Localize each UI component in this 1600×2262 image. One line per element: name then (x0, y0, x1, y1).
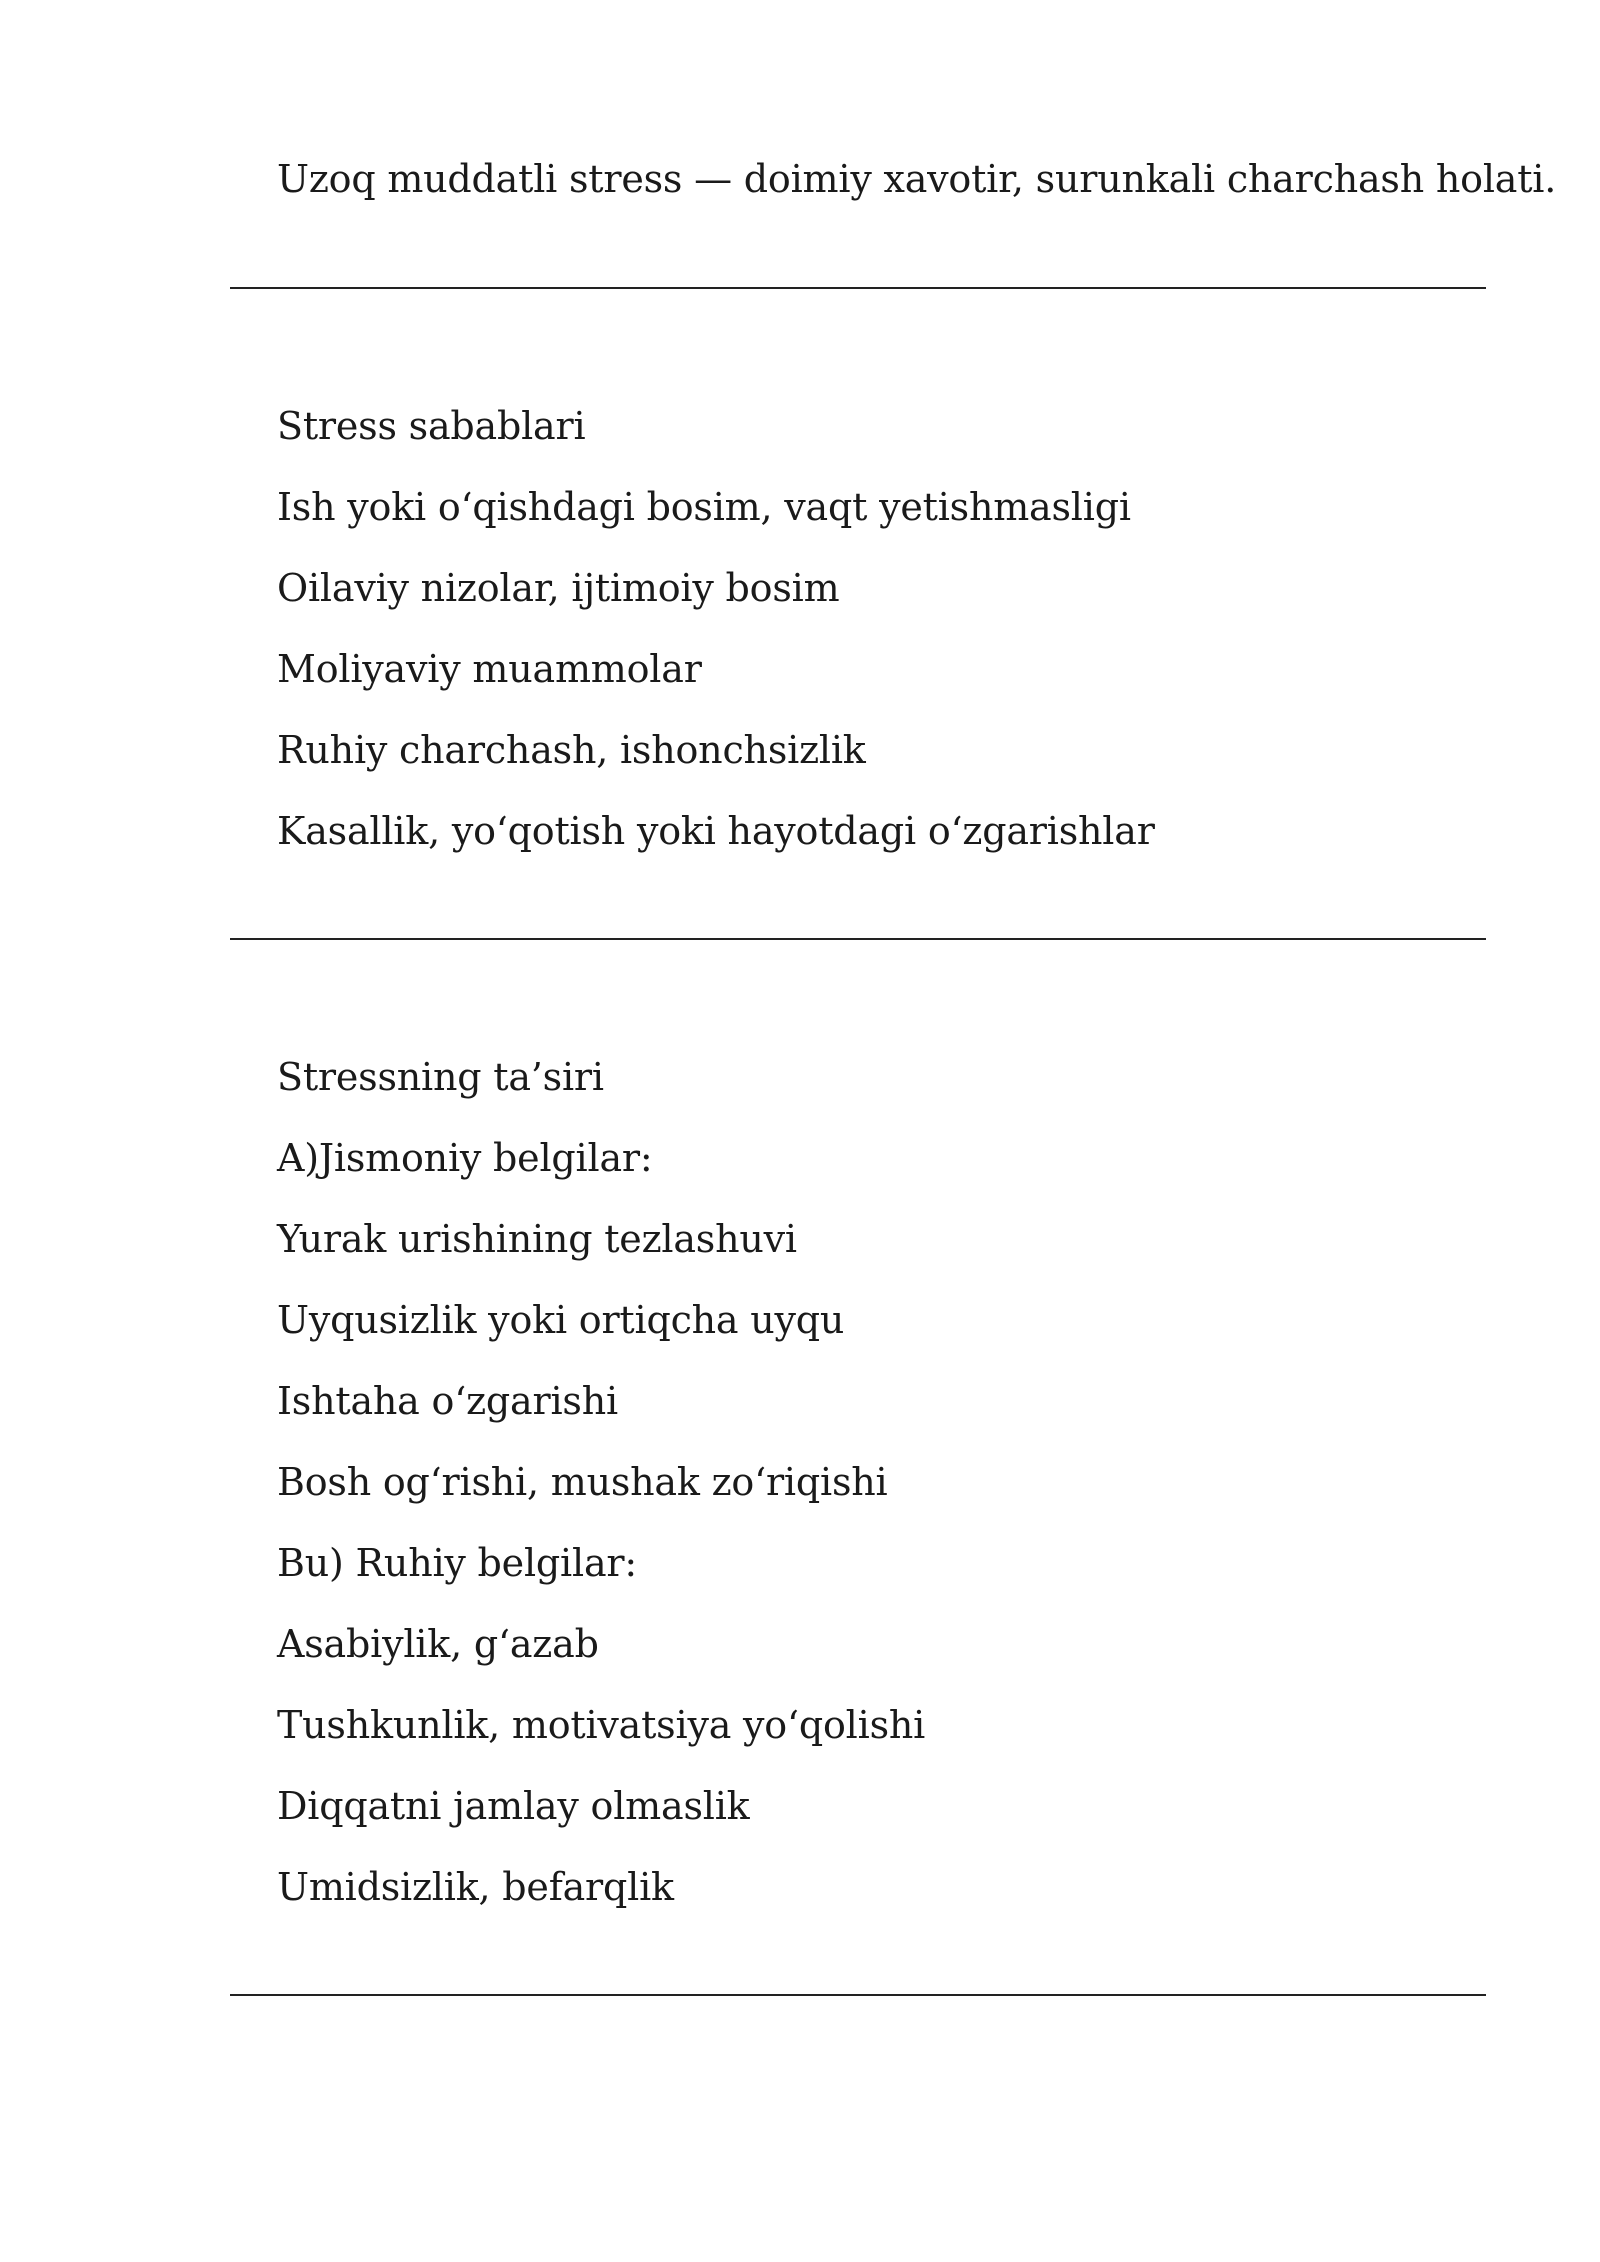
mental-sign-item: Umidsizlik, befarqlik (277, 1865, 674, 1909)
mental-sign-item: Asabiylik, g‘azab (277, 1622, 599, 1666)
causes-heading: Stress sabablari (277, 404, 586, 448)
physical-sign-item: Uyqusizlik yoki ortiqcha uyqu (277, 1298, 845, 1342)
mental-signs-heading: Bu) Ruhiy belgilar: (277, 1541, 637, 1585)
cause-item: Ruhiy charchash, ishonchsizlik (277, 728, 866, 772)
intro-paragraph: Uzoq muddatli stress — doimiy xavotir, surunkali charchash holati. (277, 157, 1557, 201)
physical-sign-item: Bosh og‘rishi, mushak zo‘riqishi (277, 1460, 888, 1504)
physical-signs-heading: A)Jismoniy belgilar: (277, 1136, 653, 1180)
physical-sign-item: Yurak urishining tezlashuvi (277, 1217, 797, 1261)
section-divider (230, 938, 1486, 940)
cause-item: Kasallik, yo‘qotish yoki hayotdagi o‘zgarishlar (277, 809, 1155, 853)
cause-item: Ish yoki o‘qishdagi bosim, vaqt yetishmasligi (277, 485, 1131, 529)
mental-sign-item: Tushkunlik, motivatsiya yo‘qolishi (277, 1703, 926, 1747)
section-divider (230, 287, 1486, 289)
effects-heading: Stressning ta’siri (277, 1055, 604, 1099)
section-divider (230, 1994, 1486, 1996)
cause-item: Oilaviy nizolar, ijtimoiy bosim (277, 566, 840, 610)
physical-sign-item: Ishtaha o‘zgarishi (277, 1379, 618, 1423)
cause-item: Moliyaviy muammolar (277, 647, 702, 691)
mental-sign-item: Diqqatni jamlay olmaslik (277, 1784, 750, 1828)
